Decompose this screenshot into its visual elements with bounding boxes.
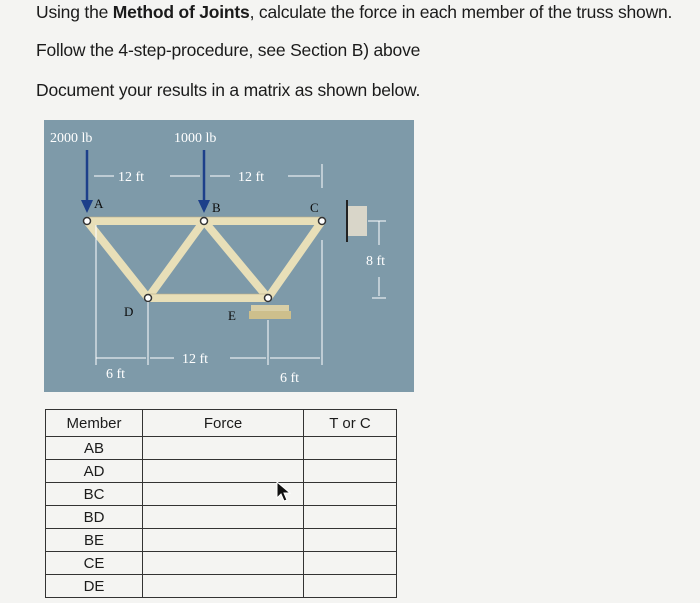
joint-c [319,218,326,225]
tc-cell[interactable] [304,460,397,483]
instruction-line-3: Document your results in a matrix as shown below. [36,80,421,100]
tc-cell[interactable] [304,529,397,552]
node-c-label: C [310,200,319,215]
force-cell[interactable] [143,575,304,598]
dim-left-label: 6 ft [106,367,126,382]
mouse-cursor-icon [276,481,292,503]
node-a-label: A [94,196,104,211]
joint-d [145,295,152,302]
method-of-joints-emphasis: Method of Joints [112,2,250,22]
member-cell: BD [46,506,143,529]
instruction-line-1 [36,2,672,23]
force-cell[interactable] [143,552,304,575]
tc-cell[interactable] [304,506,397,529]
instruction-line-2: Follow the 4-step-procedure, see Section B) above [36,40,421,60]
joint-e [265,295,272,302]
table-row [46,460,397,483]
header-member: Member [46,410,143,437]
force-cell[interactable] [143,506,304,529]
dim-right-label: 6 ft [280,371,300,386]
node-e-label: E [228,308,236,323]
table-row [46,529,397,552]
table-row [46,575,397,598]
member-cell: BC [46,483,143,506]
joint-b [201,218,208,225]
table-row [46,483,397,506]
tc-cell[interactable] [304,575,397,598]
load-b-label: 1000 lb [174,131,217,146]
load-a-label: 2000 lb [50,131,93,146]
table-row [46,552,397,575]
node-d-label: D [124,304,134,319]
table-row [46,506,397,529]
member-cell: AB [46,437,143,460]
joint-a [84,218,91,225]
roller-support [249,305,291,319]
tc-cell[interactable] [304,483,397,506]
dim-de-label: 12 ft [182,352,209,367]
force-cell[interactable] [143,460,304,483]
member-cell: CE [46,552,143,575]
table-row [46,437,397,460]
tc-cell[interactable] [304,552,397,575]
instruction-text: , calculate the force in each member of the truss shown. [249,2,673,22]
member-cell: BE [46,529,143,552]
header-force: Force [143,410,304,437]
force-cell[interactable] [143,529,304,552]
span-bc-label: 12 ft [238,170,265,185]
force-cell[interactable] [143,437,304,460]
height-label: 8 ft [366,254,386,269]
table-header-row [46,410,397,437]
tc-cell[interactable] [304,437,397,460]
instruction-text: Using the [36,2,113,22]
member-cell: AD [46,460,143,483]
wall-support [347,200,367,242]
truss-figure [44,120,414,392]
node-b-label: B [212,200,221,215]
header-t-or-c: T or C [304,410,397,437]
results-table [45,409,397,598]
span-ab-label: 12 ft [118,170,145,185]
member-cell: DE [46,575,143,598]
